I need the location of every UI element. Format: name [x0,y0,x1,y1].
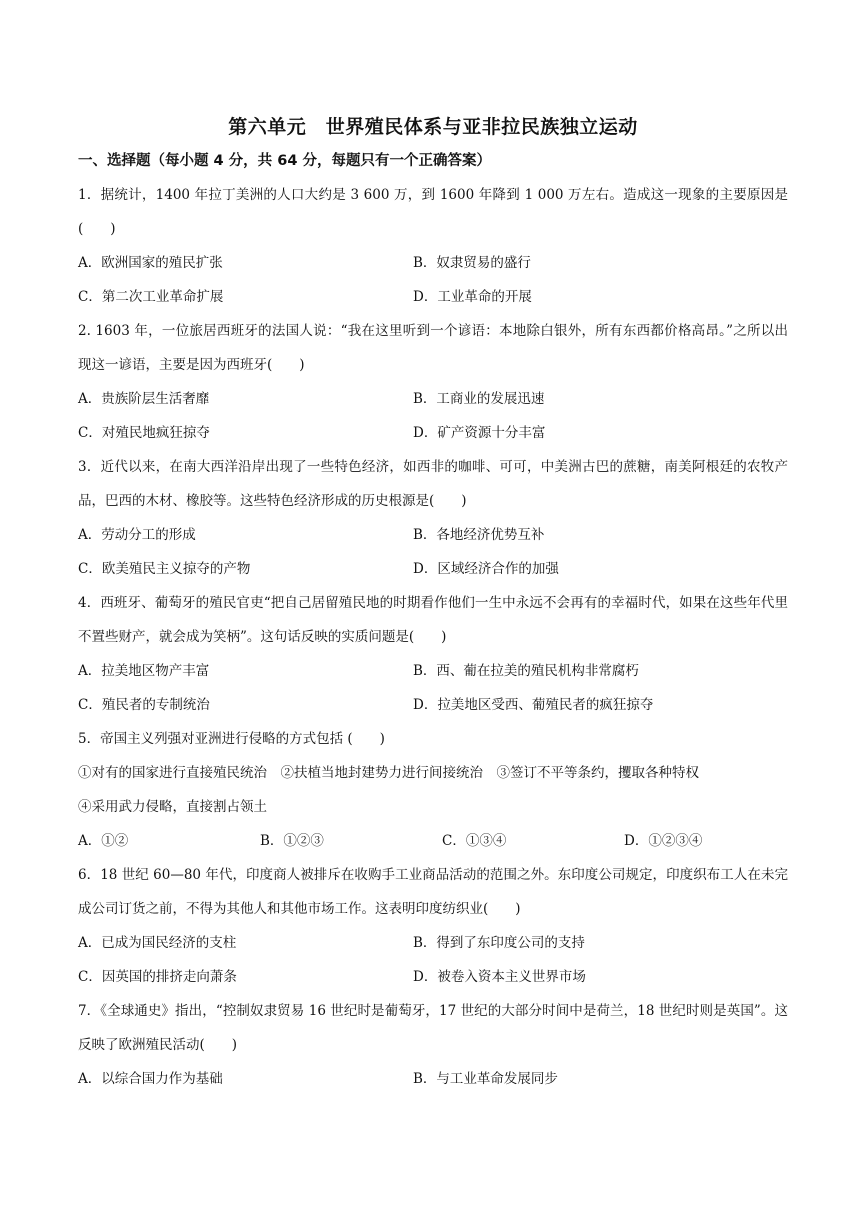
option-a: A．贵族阶层生活奢靡 [78,391,210,407]
option-row [78,246,788,280]
option-row [78,960,788,994]
option-c: C．对殖民地疯狂掠夺 [78,425,210,441]
option-b: B．得到了东印度公司的支持 [413,935,585,951]
option-d: D．工业革命的开展 [413,289,532,305]
question-text: 4．西班牙、葡萄牙的殖民官吏“把自己居留殖民地的时期看作他们一生中永远不会再有的幸福时代，如果在这些年代里不置些财产，就会成为笑柄”。这句话反映的实质问题是( ) [78,595,788,645]
question-text: 2. 1603 年，一位旅居西班牙的法国人说：“我在这里听到一个谚语：本地除白银外，所有东西都价格高昂。”之所以出现这一谚语，主要是因为西班牙( ) [78,323,788,373]
question-text: 3．近代以来，在南大西洋沿岸出现了一些特色经济，如西非的咖啡、可可，中美洲古巴的蔗糖，南美阿根廷的农牧产品，巴西的木材、橡胶等。这些特色经济形成的历史根源是( ) [78,459,788,509]
question-3 [78,450,788,586]
option-c: C．①③④ [442,833,507,849]
option-a: A．①② [78,833,129,849]
question-2 [78,314,788,450]
option-row [78,552,788,586]
question-text: 1．据统计，1400 年拉丁美洲的人口大约是 3 600 万，到 1600 年降到 1 000 万左右。造成这一现象的主要原因是( ) [78,187,788,237]
question-1 [78,178,788,314]
option-c: C．欧美殖民主义掠夺的产物 [78,561,251,577]
option-row [78,416,788,450]
option-d: D．区域经济合作的加强 [413,561,559,577]
option-row [78,280,788,314]
option-c: C．因英国的排挤走向萧条 [78,969,237,985]
question-text: 6．18 世纪 60—80 年代，印度商人被排斥在收购手工业商品活动的范围之外。东印度公司规定，印度织布工人在未完成公司订货之前，不得为其他人和其他市场工作。这表明印度纺织业( ) [78,867,788,917]
option-b: B．奴隶贸易的盛行 [413,255,531,271]
option-d: D．矿产资源十分丰富 [413,425,546,441]
option-d: D．被卷入资本主义世界市场 [413,969,586,985]
statement-items-line: ④采用武力侵略，直接割占领土 [78,799,267,815]
option-a: A．已成为国民经济的支柱 [78,935,237,951]
option-b: B．①②③ [260,833,324,849]
option-d: D．①②③④ [624,833,703,849]
question-text: 5．帝国主义列强对亚洲进行侵略的方式包括 ( ) [78,731,385,747]
option-d: D．拉美地区受西、葡殖民者的疯狂掠夺 [413,697,654,713]
option-row [78,654,788,688]
unit-title: 第六单元 世界殖民体系与亚非拉民族独立运动 [228,116,638,138]
option-row [78,688,788,722]
option-a: A．以综合国力作为基础 [78,1071,223,1087]
option-b: B．西、葡在拉美的殖民机构非常腐朽 [413,663,639,679]
option-a: A．欧洲国家的殖民扩张 [78,255,223,271]
question-4 [78,586,788,722]
question-6 [78,858,788,994]
option-row [78,518,788,552]
document-page [78,112,788,1096]
section-heading: 一、选择题（每小题 4 分，共 64 分，每题只有一个正确答案） [78,153,491,169]
option-a: A．拉美地区物产丰富 [78,663,210,679]
option-c: C．殖民者的专制统治 [78,697,210,713]
option-c: C．第二次工业革命扩展 [78,289,224,305]
question-7 [78,994,788,1096]
option-b: B．各地经济优势互补 [413,527,545,543]
option-a: A．劳动分工的形成 [78,527,196,543]
option-row [78,824,788,858]
option-row [78,1062,788,1096]
option-row [78,382,788,416]
statement-items-line: ①对有的国家进行直接殖民统治 ②扶植当地封建势力进行间接统治 ③签订不平等条约，攫取各种特权 [78,765,699,781]
question-5 [78,722,788,858]
option-row [78,926,788,960]
question-text: 7．《全球通史》指出，“控制奴隶贸易 16 世纪时是葡萄牙，17 世纪的大部分时间中是荷兰，18 世纪时则是英国”。这反映了欧洲殖民活动( ) [78,1003,788,1053]
option-b: B．工商业的发展迅速 [413,391,545,407]
option-b: B．与工业革命发展同步 [413,1071,558,1087]
